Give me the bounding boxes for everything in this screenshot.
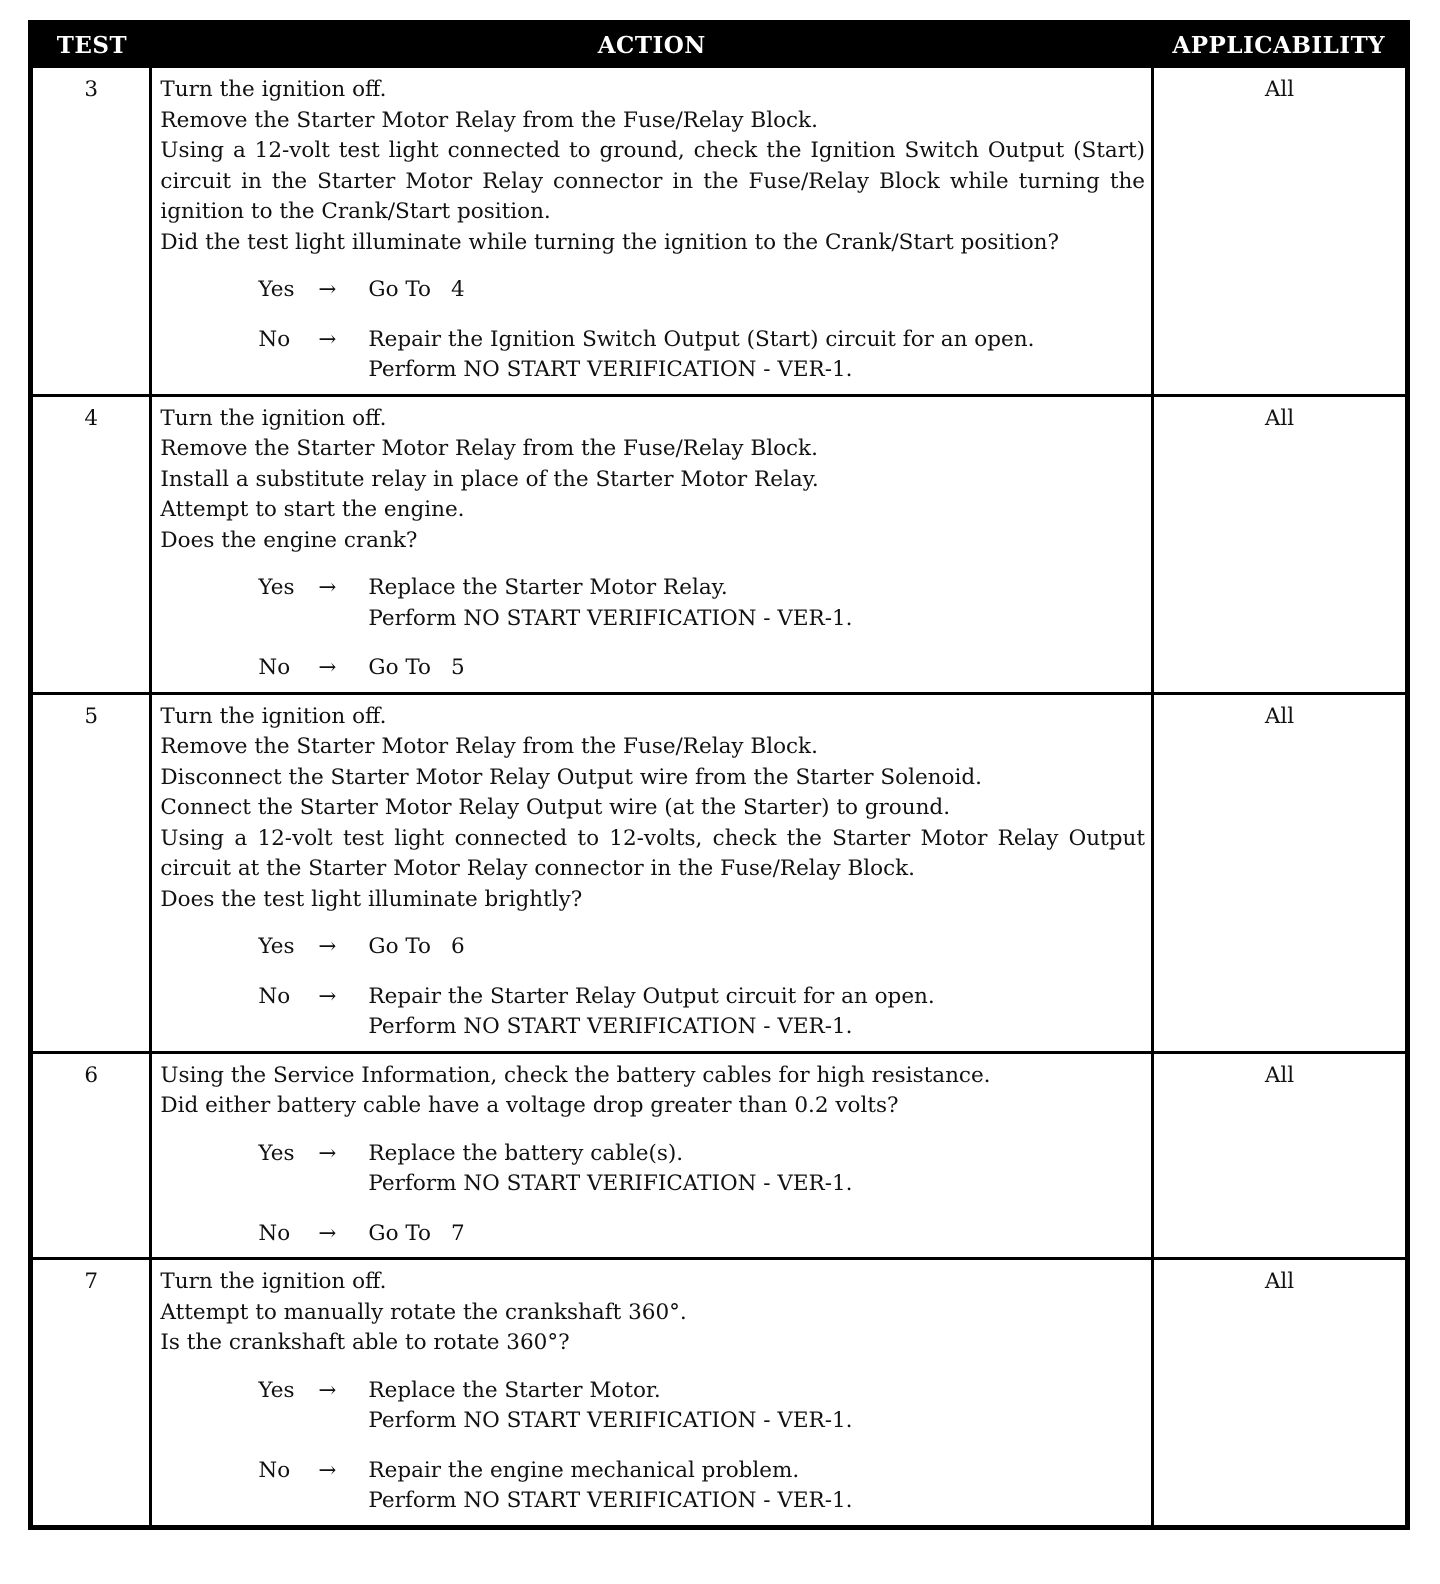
result-line-text: Perform NO START VERIFICATION - VER-1. <box>368 1014 853 1039</box>
table-row <box>31 395 1408 693</box>
answer-label: No <box>258 1220 291 1246</box>
arrow-right-icon: → <box>318 983 337 1009</box>
action-step: Did the test light illuminate while turning the ignition to the Crank/Start position? <box>160 229 1060 255</box>
result-line <box>368 1219 1145 1250</box>
arrow-right-icon: → <box>318 1140 337 1166</box>
result-line-text: Perform NO START VERIFICATION - VER-1. <box>368 1488 853 1513</box>
action-step: Using the Service Information, check the battery cables for high resistance. <box>160 1062 991 1088</box>
result-text <box>368 932 1145 963</box>
action-step: Is the crankshaft able to rotate 360°? <box>160 1330 570 1355</box>
applicability: All <box>1153 1052 1408 1259</box>
diagnostic-test-table <box>28 20 1410 1530</box>
test-number: 6 <box>31 1052 151 1259</box>
goto-test-number: 7 <box>451 1220 465 1246</box>
result-line <box>368 355 1145 386</box>
result-line-text: Replace the battery cable(s). <box>368 1140 684 1166</box>
action-step: Using a 12-volt test light connected to 12-volts, check the Starter Motor Relay Output circuit at the Starter Motor Relay connector in the Fuse/Relay Block. <box>160 825 1146 881</box>
table-row <box>31 693 1408 1052</box>
answer-label: Yes <box>258 934 295 959</box>
outcome-yes <box>258 932 1145 963</box>
action-step: Turn the ignition off. <box>160 703 387 729</box>
action-step: Remove the Starter Motor Relay from the Fuse/Relay Block. <box>160 734 818 759</box>
outcomes <box>160 275 1145 386</box>
answer-label: No <box>258 655 291 680</box>
result-line-text: Go To <box>368 934 431 959</box>
action-step: Turn the ignition off. <box>160 77 387 102</box>
answer-label: No <box>258 983 291 1009</box>
result-line <box>368 1012 1145 1043</box>
result-line-text: Repair the engine mechanical problem. <box>368 1457 800 1483</box>
action-cell <box>151 1052 1153 1259</box>
answer-label: Yes <box>258 277 295 302</box>
action-step: Install a substitute relay in place of the Starter Motor Relay. <box>160 466 819 492</box>
result-line <box>368 325 1145 356</box>
answer-label: No <box>258 326 291 352</box>
result-line <box>368 1376 1145 1407</box>
outcomes <box>160 573 1145 684</box>
action-cell <box>151 1259 1153 1528</box>
action-step: Did either battery cable have a voltage drop greater than 0.2 volts? <box>160 1093 899 1118</box>
outcome-no <box>258 982 1145 1043</box>
header-applicability: APPLICABILITY <box>1153 23 1408 67</box>
header-action: ACTION <box>151 23 1153 67</box>
outcome-no <box>258 325 1145 386</box>
action-step: Turn the ignition off. <box>160 1269 387 1294</box>
outcome-yes <box>258 1139 1145 1200</box>
table-row <box>31 1052 1408 1259</box>
action-step: Turn the ignition off. <box>160 405 387 431</box>
result-text <box>368 1139 1145 1200</box>
result-line <box>368 982 1145 1013</box>
outcome-yes <box>258 275 1145 306</box>
result-line-text: Perform NO START VERIFICATION - VER-1. <box>368 357 853 382</box>
outcome-no <box>258 1219 1145 1250</box>
result-line <box>368 275 1145 306</box>
answer-label: Yes <box>258 1140 295 1166</box>
applicability: All <box>1153 1259 1408 1528</box>
action-step: Remove the Starter Motor Relay from the Fuse/Relay Block. <box>160 107 818 133</box>
action-step: Attempt to manually rotate the crankshaft 360°. <box>160 1299 687 1325</box>
result-line <box>368 573 1145 604</box>
result-text <box>368 275 1145 306</box>
action-step: Using a 12-volt test light connected to ground, check the Ignition Switch Output (Start) circuit in the Starter Motor Relay connector in the Fuse/Relay Block while turning the ignition to the Crank/Start position. <box>160 138 1146 224</box>
result-line <box>368 1456 1145 1487</box>
test-number: 3 <box>31 67 151 396</box>
result-line <box>368 1406 1145 1437</box>
answer-label: Yes <box>258 575 295 600</box>
action-cell <box>151 67 1153 396</box>
result-line-text: Repair the Ignition Switch Output (Start) circuit for an open. <box>368 326 1035 352</box>
goto-test-number: 6 <box>451 934 465 959</box>
result-line <box>368 653 1145 684</box>
result-line-text: Replace the Starter Motor Relay. <box>368 575 728 600</box>
outcome-no <box>258 1456 1145 1517</box>
test-number: 5 <box>31 693 151 1052</box>
outcome-yes <box>258 573 1145 634</box>
result-line-text: Perform NO START VERIFICATION - VER-1. <box>368 605 853 631</box>
arrow-right-icon: → <box>318 1377 337 1403</box>
arrow-right-icon: → <box>318 1220 337 1246</box>
action-cell <box>151 693 1153 1052</box>
header-test: TEST <box>31 23 151 67</box>
result-line <box>368 1169 1145 1200</box>
table-body <box>31 67 1408 1528</box>
result-text <box>368 1376 1145 1437</box>
table-row <box>31 1259 1408 1528</box>
applicability: All <box>1153 67 1408 396</box>
arrow-right-icon: → <box>318 934 337 959</box>
arrow-right-icon: → <box>318 1457 337 1483</box>
test-number: 4 <box>31 395 151 693</box>
action-step: Remove the Starter Motor Relay from the Fuse/Relay Block. <box>160 436 818 461</box>
table-header <box>31 23 1408 67</box>
result-text <box>368 573 1145 634</box>
arrow-right-icon: → <box>318 326 337 352</box>
outcomes <box>160 1376 1145 1517</box>
result-line-text: Perform NO START VERIFICATION - VER-1. <box>368 1408 853 1433</box>
result-line <box>368 932 1145 963</box>
result-line <box>368 1139 1145 1170</box>
result-text <box>368 325 1145 386</box>
result-text <box>368 1219 1145 1250</box>
result-line-text: Go To <box>368 277 431 302</box>
applicability: All <box>1153 693 1408 1052</box>
answer-label: Yes <box>258 1377 295 1403</box>
answer-label: No <box>258 1457 291 1483</box>
applicability: All <box>1153 395 1408 693</box>
goto-test-number: 4 <box>451 277 465 302</box>
result-line-text: Perform NO START VERIFICATION - VER-1. <box>368 1171 853 1196</box>
outcome-no <box>258 653 1145 684</box>
result-line <box>368 1486 1145 1517</box>
test-number: 7 <box>31 1259 151 1528</box>
result-line-text: Go To <box>368 1220 431 1246</box>
result-line-text: Repair the Starter Relay Output circuit for an open. <box>368 983 935 1009</box>
arrow-right-icon: → <box>318 575 337 600</box>
action-step: Disconnect the Starter Motor Relay Output wire from the Starter Solenoid. <box>160 764 982 790</box>
result-text <box>368 982 1145 1043</box>
outcomes <box>160 1139 1145 1250</box>
action-cell <box>151 395 1153 693</box>
result-line-text: Replace the Starter Motor. <box>368 1377 661 1403</box>
table-row <box>31 67 1408 396</box>
action-step: Does the test light illuminate brightly? <box>160 886 583 912</box>
action-step: Attempt to start the engine. <box>160 497 465 522</box>
arrow-right-icon: → <box>318 655 337 680</box>
result-line <box>368 604 1145 635</box>
result-line-text: Go To <box>368 655 431 680</box>
outcomes <box>160 932 1145 1043</box>
action-step: Connect the Starter Motor Relay Output wire (at the Starter) to ground. <box>160 795 951 820</box>
arrow-right-icon: → <box>318 277 337 302</box>
outcome-yes <box>258 1376 1145 1437</box>
result-text <box>368 653 1145 684</box>
action-step: Does the engine crank? <box>160 527 418 553</box>
goto-test-number: 5 <box>451 655 465 680</box>
result-text <box>368 1456 1145 1517</box>
